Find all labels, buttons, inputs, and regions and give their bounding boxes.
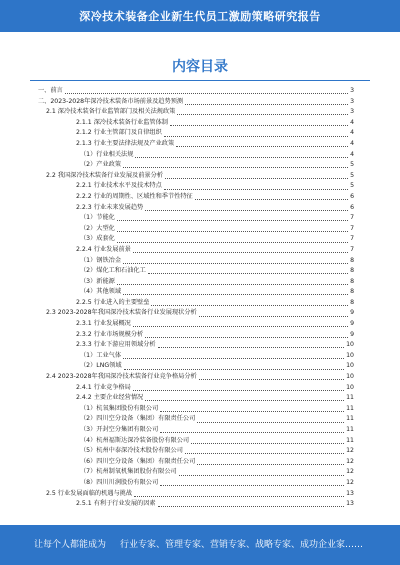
toc-entry-label: （4）杭州福斯达深冷装备股份有限公司 [80,436,190,444]
toc-entry-label: 2.3.3 行业下游应用领域分析 [76,341,156,349]
toc-entry-page: 8 [350,298,354,306]
toc-entry-label: 2.2.1 行业技术水平及技术特点 [76,182,162,190]
toc-entry-page: 6 [350,203,354,211]
toc-entry-label: （2）LNG领域 [80,362,122,370]
toc-entry-page: 8 [350,277,354,285]
toc-entry[interactable] [30,489,354,500]
toc-leader-dots [158,506,345,507]
toc-leader-dots [123,263,348,264]
toc-entry-label: （1）钢铁冶金 [80,256,122,264]
toc-entry-label: 一、前言 [38,87,63,94]
toc-entry[interactable] [30,393,354,404]
toc-entry-page: 9 [350,330,354,338]
toc-leader-dots [145,210,348,211]
toc-leader-dots [160,411,344,412]
toc-entry-page: 12 [346,457,354,465]
toc-entry[interactable] [30,330,354,341]
toc-entry-label: 2.3.2 行业市场规模分析 [76,330,144,338]
toc-leader-dots [123,294,348,295]
toc-entry[interactable] [30,287,354,298]
toc-entry-page: 10 [346,341,354,349]
toc-entry-label: 2.2.2 行业的周期性、区域性和季节性特征 [76,192,193,200]
toc-entry[interactable] [30,404,354,415]
toc-entry[interactable] [30,192,354,203]
toc-entry-label: 2.2 我国深冷技术装备行业发展及前景分析 [46,171,163,179]
toc-entry-label: （2）产业政策 [80,161,122,169]
toc-entry[interactable] [30,150,354,161]
toc-leader-dots [148,273,348,274]
toc-entry-page: 4 [350,129,354,137]
toc-leader-dots [123,167,348,168]
toc-entry-label: （1）工业气体 [80,351,122,359]
toc-entry-page: 9 [350,320,354,328]
toc-leader-dots [133,252,348,253]
footer-slogan-left: 让每个人都能成为 [34,540,107,550]
toc-entry-page: 11 [346,404,354,412]
report-title: 深冷技术装备企业新生代员工激励策略研究报告 [79,10,321,23]
toc-entry-page: 9 [350,309,354,317]
toc-leader-dots [195,199,348,200]
toc-entry[interactable] [30,298,354,309]
toc-entry-page: 6 [350,192,354,200]
toc-entry-label: 2.5.1 有利于行业发展的因素 [76,500,156,508]
toc-entry[interactable] [30,277,354,288]
toc-leader-dots [199,379,344,380]
toc-leader-dots [65,93,348,94]
toc-entry-page: 10 [346,362,354,370]
toc-entry-label: （2）四川空分设备（集团）有限责任公司 [80,415,196,423]
toc-entry-page: 12 [346,468,354,476]
toc-entry-label: 2.2.5 行业进入的主要壁垒 [76,298,150,306]
toc-leader-dots [117,231,348,232]
toc-leader-dots [124,369,345,370]
toc-entry-page: 8 [350,256,354,264]
toc-entry[interactable] [30,97,354,108]
toc-entry-label: （2）煤化工和石油化工 [80,267,146,275]
toc-entry-label: 2.3 2023-2028年我国深冷技术装备行业发展现状分析 [46,309,197,317]
footer-bar [0,525,400,565]
toc-entry[interactable] [30,457,354,468]
toc-entry-page: 8 [350,288,354,296]
toc-title: 内容目录 [172,59,228,75]
toc-leader-dots [179,475,344,476]
toc-entry[interactable] [30,107,354,118]
toc-entry-page: 4 [350,139,354,147]
toc-entry[interactable] [30,372,354,383]
toc-entry-label: （6）四川空分设备（集团）有限责任公司 [80,457,196,465]
toc-entry[interactable] [30,118,354,129]
toc-entry-label: （3）成套化 [80,235,115,243]
toc-entry[interactable] [30,499,354,510]
toc-entry[interactable] [30,436,354,447]
toc-entry[interactable] [30,351,354,362]
toc-entry-page: 4 [350,150,354,158]
toc-leader-dots [123,358,344,359]
toc-entry-label: （4）其他领域 [80,288,122,296]
toc-entry-label: 2.2.3 行业未来发展趋势 [76,203,144,211]
toc-entry-label: 2.2.4 行业发展前景 [76,245,131,253]
toc-leader-dots [133,326,348,327]
toc-entry-page: 7 [350,245,354,253]
toc-leader-dots [158,347,345,348]
toc-leader-dots [185,104,348,105]
toc-entry-label: 2.5 行业发展面临的机遇与挑战 [46,489,133,497]
toc-entry[interactable] [30,139,354,150]
toc-entry-page: 11 [346,436,354,444]
toc-leader-dots [170,125,348,126]
toc-entry-label: 2.1 深冷技术装备行业监管部门及相关法规政策 [46,108,176,116]
toc-entry-label: （1）杭氧集团股份有限公司 [80,404,159,412]
toc-entry-page: 7 [350,214,354,222]
toc-entry[interactable] [30,340,354,351]
toc-leader-dots [117,242,348,243]
toc-entry-page: 11 [346,415,354,423]
toc-entry[interactable] [30,245,354,256]
toc-leader-dots [164,136,348,137]
toc-entry[interactable] [30,128,354,139]
toc-entry-page: 13 [346,489,354,497]
footer-slogan-right: 行业专家、管理专家、营销专家、战略专家、成功企业家…… [120,540,364,550]
toc-leader-dots [135,157,348,158]
toc-entry[interactable] [30,86,354,97]
toc-leader-dots [145,400,344,401]
toc-divider [30,80,370,81]
toc-entry-page: 11 [346,394,354,402]
toc-entry[interactable] [30,213,354,224]
toc-leader-dots [199,316,348,317]
toc-entry-label: 2.4 2023-2028年我国深冷技术装备行业竞争格局分析 [46,373,197,381]
toc-entry[interactable] [30,446,354,457]
toc-entry-page: 7 [350,235,354,243]
toc-entry-label: 2.4.1 行业竞争格局 [76,383,131,391]
toc-leader-dots [160,485,344,486]
toc-leader-dots [185,453,344,454]
toc-entry-page: 10 [346,351,354,359]
toc-entry-page: 12 [346,447,354,455]
toc-entry-label: 2.4.2 主要企业经营情况 [76,394,144,402]
toc-entry-label: 2.1.1 深冷技术装备行业监管体制 [76,118,168,126]
toc-entry-page: 13 [346,500,354,508]
toc-entry-label: （1）节能化 [80,214,115,222]
toc-entry-page: 3 [350,87,354,94]
toc-entry-page: 3 [350,97,354,105]
toc-entry-page: 4 [350,118,354,126]
toc-entry-label: （3）新能源 [80,277,115,285]
toc-entry[interactable] [30,383,354,394]
toc-entry-label: （2）大型化 [80,224,115,232]
toc-entry-label: 2.1.2 行业主管部门及自律组织 [76,129,162,137]
toc-entry-label: 二、2023-2028年深冷技术装备市场前景及趋势预测 [38,97,184,105]
toc-entry-page: 3 [350,108,354,116]
toc-leader-dots [145,337,348,338]
toc-entry[interactable] [30,319,354,330]
toc-entry[interactable] [30,467,354,478]
toc-entry-label: （7）杭州制氧机集团股份有限公司 [80,468,177,476]
toc-leader-dots [151,305,348,306]
toc-leader-dots [177,114,348,115]
toc-entry-label: 2.1.3 行业主要法律法规及产业政策 [76,139,175,147]
report-header-bar [0,0,400,32]
toc-leader-dots [197,464,344,465]
toc-leader-dots [134,496,344,497]
toc-leader-dots [176,146,348,147]
toc-entry-page: 7 [350,224,354,232]
toc-entry-page: 5 [350,171,354,179]
toc-entry[interactable] [30,224,354,235]
toc-leader-dots [191,443,344,444]
toc-leader-dots [165,178,348,179]
toc-entry[interactable] [30,361,354,372]
toc-entry[interactable] [30,425,354,436]
toc-entry-page: 10 [346,383,354,391]
toc-leader-dots [117,284,348,285]
toc-entry[interactable] [30,181,354,192]
toc-entry-page: 5 [350,182,354,190]
toc-leader-dots [133,390,344,391]
toc-entry-page: 5 [350,161,354,169]
toc-leader-dots [117,220,348,221]
toc-entry[interactable] [30,266,354,277]
toc-entry-label: （1）行业相关法规 [80,150,134,158]
toc-entry-page: 11 [346,426,354,433]
toc-entry-page: 10 [346,373,354,381]
toc-entry[interactable] [30,414,354,425]
table-of-contents [30,86,354,510]
toc-leader-dots [197,422,344,423]
toc-entry-label: （5）杭州中泰深冷技术股份有限公司 [80,447,183,455]
toc-entry[interactable] [30,171,354,182]
toc-entry[interactable] [30,160,354,171]
toc-entry[interactable] [30,308,354,319]
toc-entry[interactable] [30,203,354,214]
toc-entry[interactable] [30,256,354,267]
toc-entry[interactable] [30,234,354,245]
toc-leader-dots [164,189,348,190]
toc-entry-page: 12 [346,478,354,486]
toc-leader-dots [160,432,344,433]
toc-entry[interactable] [30,478,354,489]
toc-entry-label: （8）四川川润股份有限公司 [80,478,159,486]
toc-entry-label: （3）开封空分集团有限公司 [80,426,159,433]
toc-entry-label: 2.3.1 行业发展概况 [76,320,131,328]
toc-entry-page: 8 [350,267,354,275]
